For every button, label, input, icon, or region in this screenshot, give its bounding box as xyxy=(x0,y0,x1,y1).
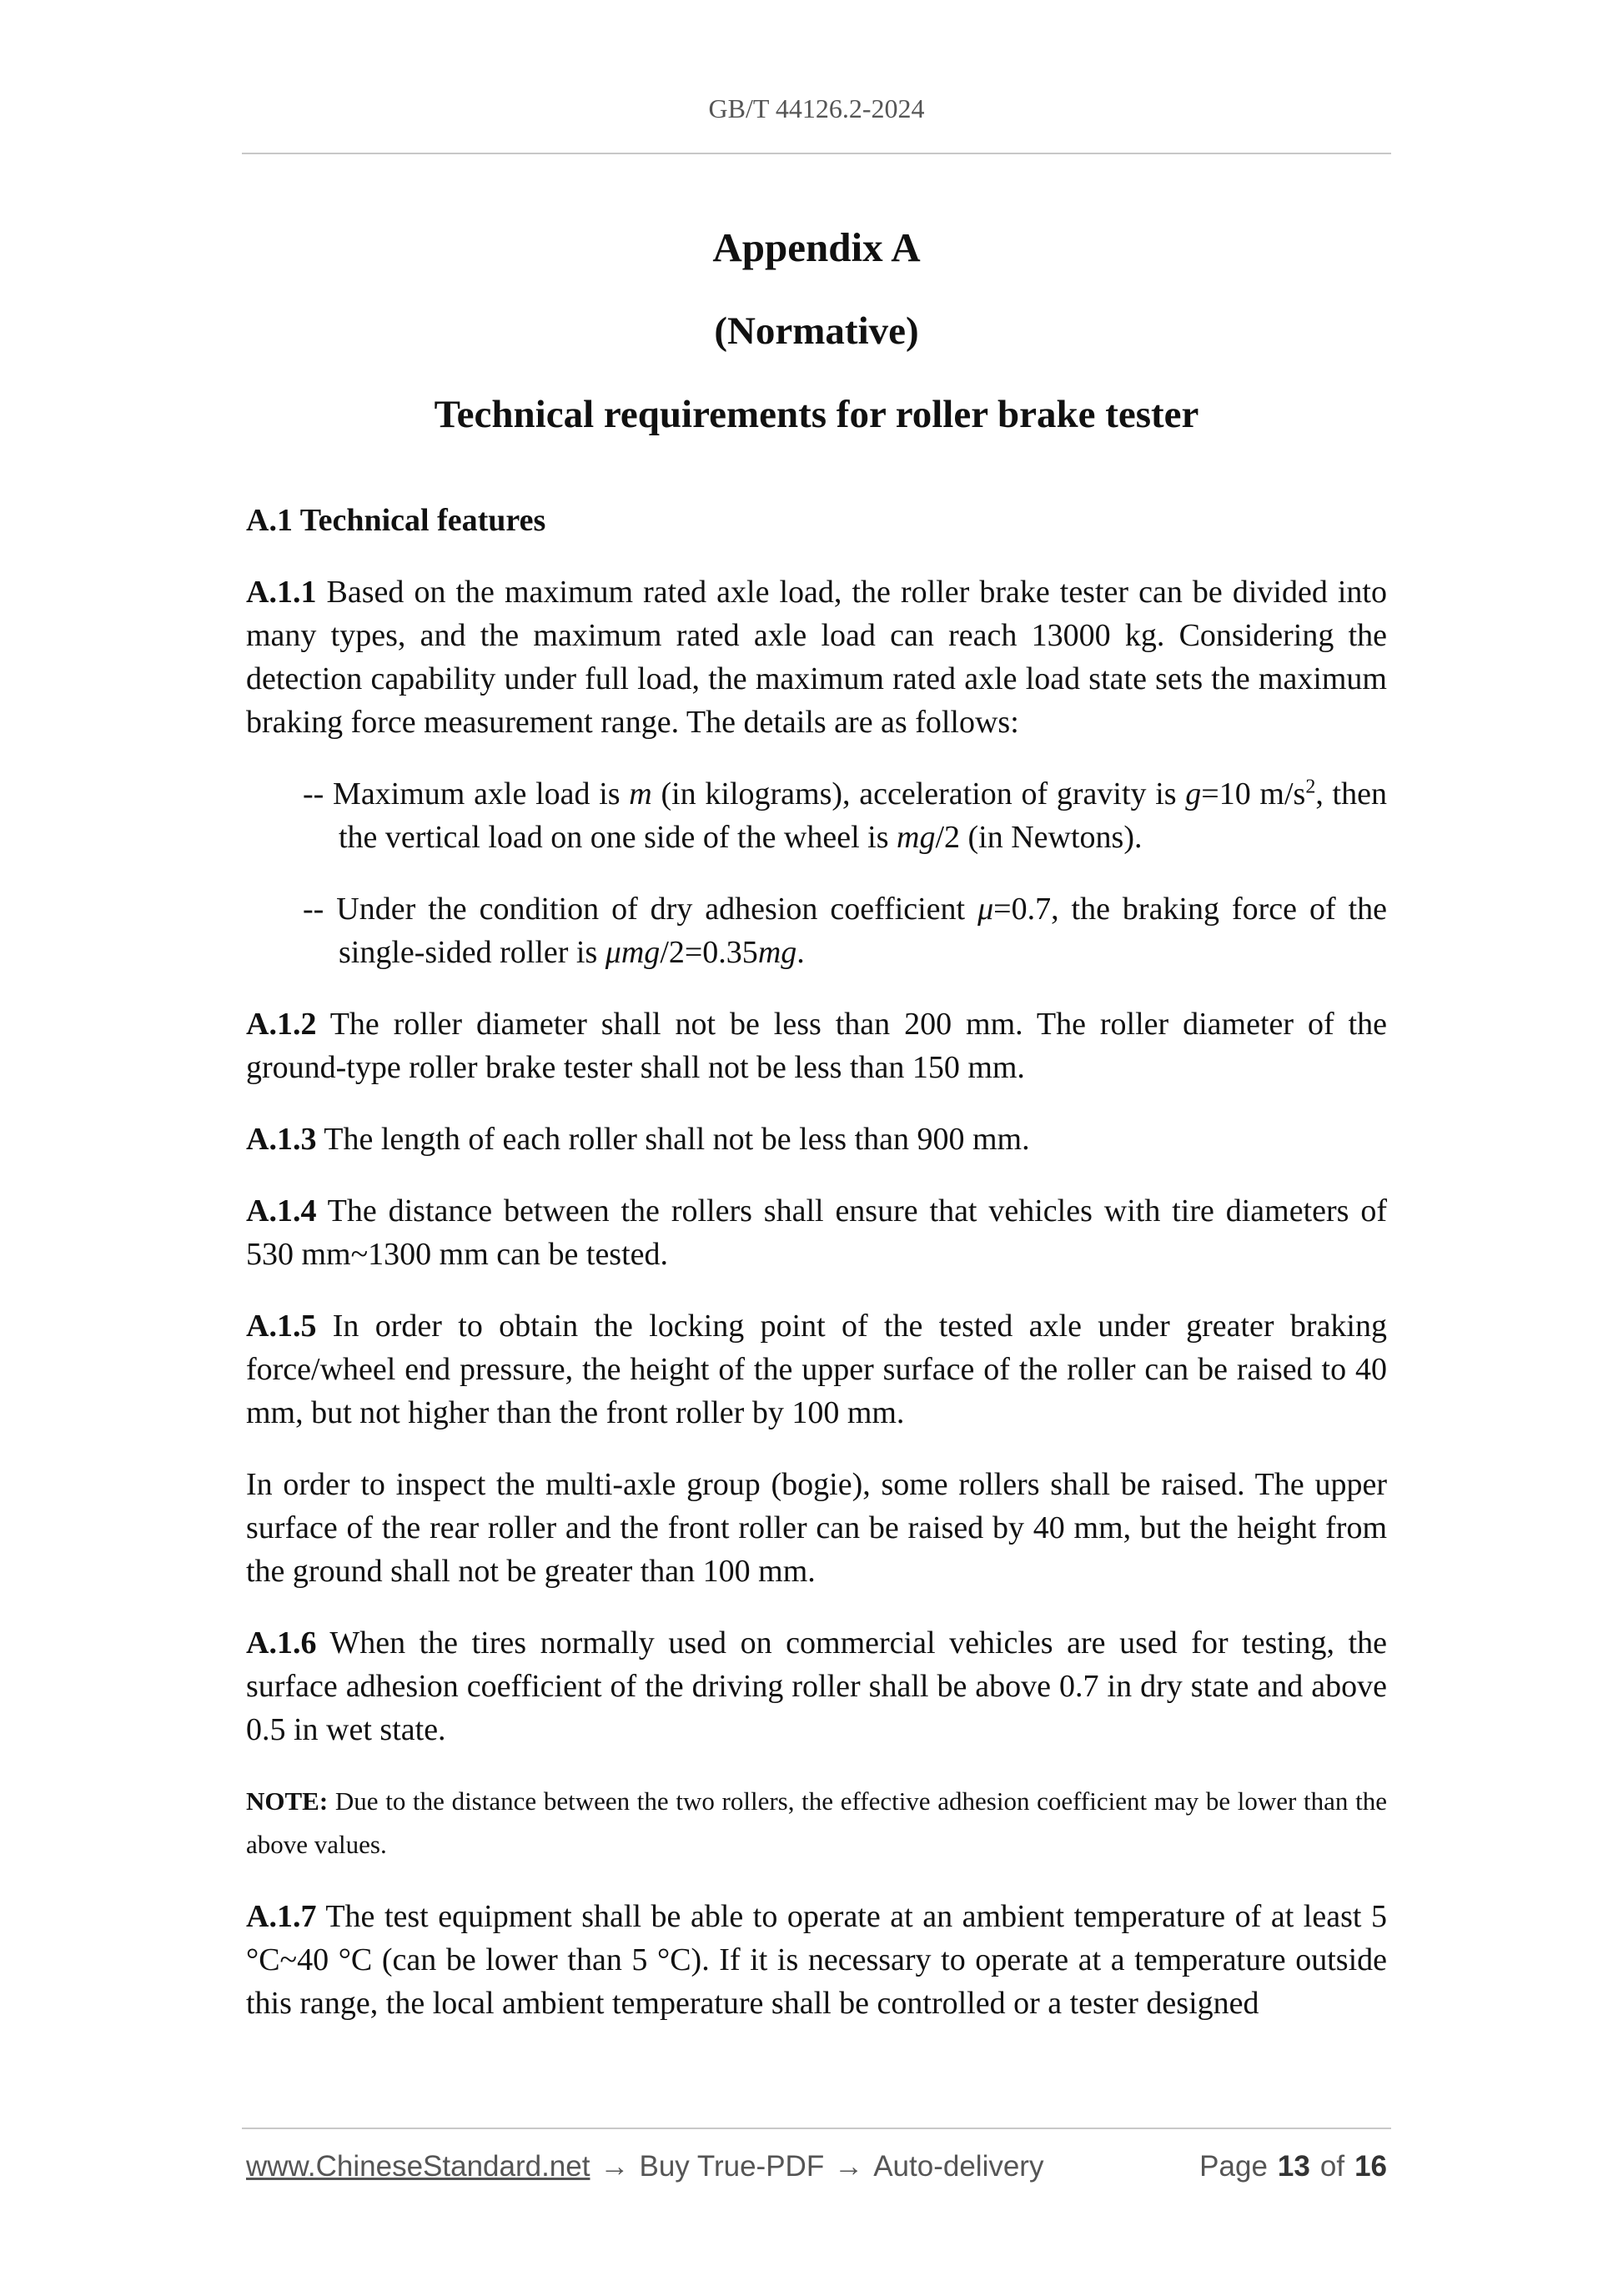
clause-a-1-2 xyxy=(246,1002,1387,1089)
note-text: Due to the distance between the two rollers, the effective adhesion coefficient may be lower than the above values. xyxy=(246,1786,1387,1859)
normative-label: (Normative) xyxy=(714,309,919,353)
clause-number: A.1.6 xyxy=(246,1625,317,1660)
clause-text: The distance between the rollers shall ensure that vehicles with tire diameters of 530 mm~1300 mm can be tested. xyxy=(246,1193,1387,1272)
list-text: , then the vertical load on one side of the wheel is xyxy=(339,776,1387,855)
current-page: 13 xyxy=(1277,2150,1310,2183)
clause-number: A.1.3 xyxy=(246,1122,317,1157)
list-text: /2 (in Newtons). xyxy=(935,820,1143,855)
clause-a-1-6 xyxy=(246,1621,1387,1751)
clause-text: The length of each roller shall not be less than 900 mm. xyxy=(316,1122,1030,1157)
site-link[interactable]: www.ChineseStandard.net xyxy=(246,2150,590,2183)
note xyxy=(246,1780,1387,1866)
clause-number: A.1.4 xyxy=(246,1193,317,1228)
clause-a-1-5-continued: In order to inspect the multi-axle group (bogie), some rollers shall be raised. The upper surface of the rear roller and the front roller can be raised by 40 mm, but the height from the ground shall not be greater than 100 mm. xyxy=(246,1467,1387,1589)
section-title: Technical requirements for roller brake tester xyxy=(434,393,1199,436)
symbol-mg: mg xyxy=(757,935,797,970)
clause-text: Based on the maximum rated axle load, the roller brake tester can be divided into many types, and the maximum rated axle load can reach 13000 kg. Considering the detection capability under full load, the maximum rated axle load state sets the maximum braking force measurement range. The details are as follows: xyxy=(246,575,1387,740)
list-text: /2=0.35 xyxy=(660,935,758,970)
list-text: . xyxy=(796,935,805,970)
auto-delivery-text: Auto-delivery xyxy=(873,2150,1044,2183)
clause-number: A.1.1 xyxy=(246,575,317,610)
footer-promo xyxy=(246,2150,1043,2183)
clause-text: When the tires normally used on commercial vehicles are used for testing, the surface adhesion coefficient of the driving roller shall be above 0.7 in dry state and above 0.5 in wet state. xyxy=(246,1625,1387,1747)
list-item-adhesion xyxy=(303,887,1387,974)
arrow-right-icon: → xyxy=(834,2150,864,2183)
of-label: of xyxy=(1319,2150,1345,2183)
symbol-mumg: μmg xyxy=(605,935,661,970)
list-item-axle-load xyxy=(303,772,1387,859)
list-text: (in kilograms), acceleration of gravity is xyxy=(651,776,1186,811)
clause-number: A.1.7 xyxy=(246,1899,317,1934)
list-text: -- Under the condition of dry adhesion coefficient xyxy=(303,892,978,927)
symbol-g: g xyxy=(1185,776,1202,811)
buy-pdf-text: Buy True-PDF xyxy=(639,2150,825,2183)
clause-a-1-5 xyxy=(246,1304,1387,1434)
body-content xyxy=(246,499,1387,2053)
symbol-mg: mg xyxy=(897,820,936,855)
clause-a-1-1 xyxy=(246,570,1387,744)
symbol-mu: μ xyxy=(977,892,994,927)
footer-divider xyxy=(242,2128,1391,2129)
appendix-title: Appendix A xyxy=(712,224,921,270)
header-divider xyxy=(242,153,1391,154)
clause-a-1-3 xyxy=(246,1118,1387,1161)
clause-text: In order to obtain the locking point of the tested axle under greater braking force/wheel end pressure, the height of the upper surface of the roller can be raised to 40 mm, but not higher than the front roller by 100 mm. xyxy=(246,1309,1387,1430)
clause-number: A.1.5 xyxy=(246,1309,317,1344)
list-text: -- Maximum axle load is xyxy=(303,776,630,811)
clause-a-1-7 xyxy=(246,1895,1387,2025)
document-code-header: GB/T 44126.2-2024 xyxy=(708,93,925,123)
page-label: Page xyxy=(1199,2150,1268,2183)
clause-text: The roller diameter shall not be less than 200 mm. The roller diameter of the ground-type roller brake tester shall not be less than 150 mm. xyxy=(246,1007,1387,1085)
section-heading-a1: A.1 Technical features xyxy=(246,503,546,538)
arrow-right-icon: → xyxy=(600,2150,630,2183)
page-number xyxy=(1199,2150,1387,2183)
page-footer xyxy=(246,2150,1387,2190)
clause-a-1-4 xyxy=(246,1189,1387,1276)
note-label: NOTE: xyxy=(246,1786,329,1816)
superscript-exponent: 2 xyxy=(1305,776,1316,798)
clause-text: The test equipment shall be able to operate at an ambient temperature of at least 5 °C~40 °C (can be lower than 5 °C). If it is necessary to operate at a temperature outside this range, the local ambient temperature shall be controlled or a tester designed xyxy=(246,1899,1387,2021)
list-text: =0.7, the braking force of the single-sided roller is xyxy=(339,892,1387,970)
total-pages: 16 xyxy=(1354,2150,1387,2183)
clause-number: A.1.2 xyxy=(246,1007,317,1042)
symbol-m: m xyxy=(629,776,652,811)
list-text: =10 m/s xyxy=(1201,776,1306,811)
